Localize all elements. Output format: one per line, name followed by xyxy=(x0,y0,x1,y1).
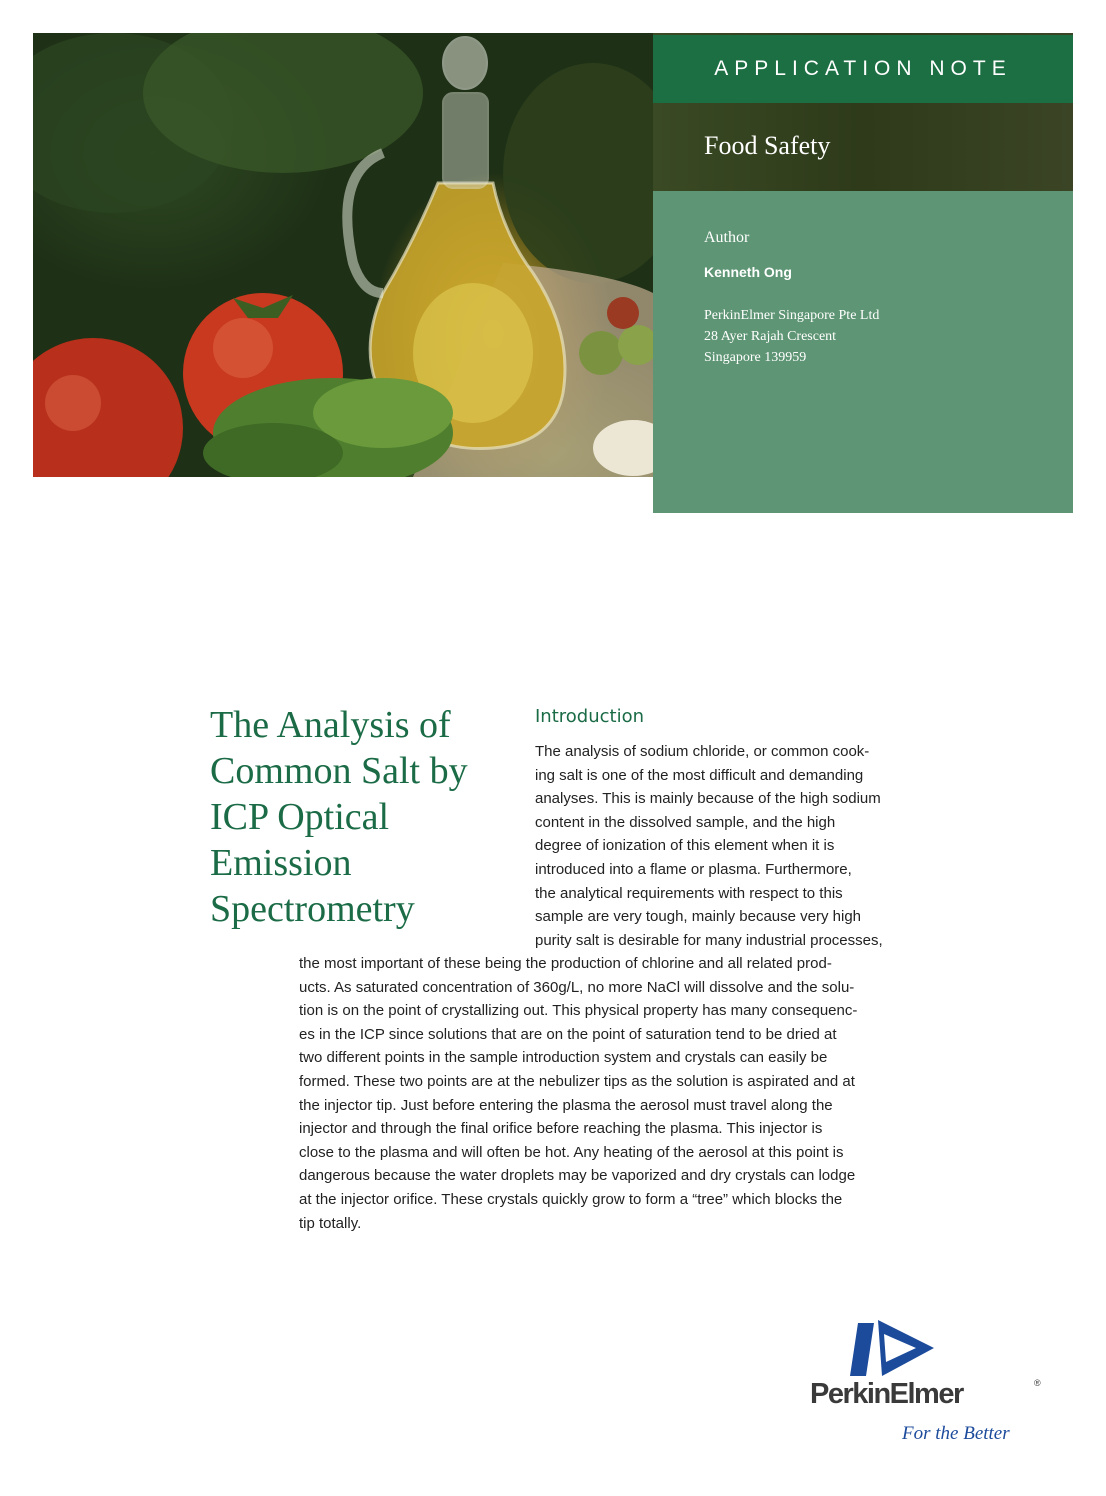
text-line: content in the dissolved sample, and the high xyxy=(535,813,836,831)
text-line: sample are very tough, mainly because very high xyxy=(535,908,862,926)
logo-wordmark: PerkinElmer xyxy=(810,1378,963,1410)
text-line: the analytical requirements with respect to this xyxy=(535,884,843,902)
title-line: Common Salt by xyxy=(210,750,468,792)
introduction-text-right xyxy=(535,740,883,952)
text-line: The analysis of sodium chloride, or common cook- xyxy=(535,743,870,760)
text-line: dangerous because the water droplets may be vaporized and dry crystals can lodge xyxy=(299,1167,856,1185)
text-line: the injector tip. Just before entering the plasma the aerosol must travel along the xyxy=(299,1096,833,1114)
text-line: degree of ionization of this element when it is xyxy=(535,837,835,855)
title-line: Spectrometry xyxy=(210,888,415,930)
hero-illustration xyxy=(33,33,653,477)
logo-tagline: For the Better xyxy=(902,1423,1010,1444)
text-line: the most important of these being the production of chlorine and all related prod- xyxy=(299,955,832,972)
text-line: tion is on the point of crystallizing out. This physical property has many consequenc- xyxy=(299,1002,858,1020)
text-line: at the injector orifice. These crystals quickly grow to form a “tree” which blocks the xyxy=(299,1190,843,1208)
text-line: purity salt is desirable for many industrial processes, xyxy=(535,931,883,949)
document-title xyxy=(210,702,510,932)
text-line: tip totally. xyxy=(299,1214,362,1232)
author-label: Author xyxy=(704,229,750,246)
affiliation-line: Singapore 139959 xyxy=(704,350,807,365)
title-line: The Analysis of xyxy=(210,704,451,746)
text-line: ucts. As saturated concentration of 360g/L, no more NaCl will dissolve and the solu- xyxy=(299,978,855,996)
text-line: analyses. This is mainly because of the high sodium xyxy=(535,790,881,808)
registered-mark: ® xyxy=(1034,1378,1041,1388)
text-line: close to the plasma and will often be hot. Any heating of the aerosol at this point is xyxy=(299,1143,844,1161)
category-label: Food Safety xyxy=(704,131,831,160)
text-line: introduced into a flame or plasma. Furthermore, xyxy=(535,860,852,878)
logo-p-mark-icon xyxy=(808,1318,1048,1378)
application-note-label: APPLICATION NOTE xyxy=(653,35,1073,103)
text-line: injector and through the final orifice before reaching the plasma. This injector is xyxy=(299,1120,823,1138)
hero-photo xyxy=(33,33,653,477)
introduction-heading: Introduction xyxy=(535,706,645,727)
affiliation-line: PerkinElmer Singapore Pte Ltd xyxy=(704,308,880,323)
perkinelmer-logo xyxy=(808,1318,1048,1458)
title-line: Emission xyxy=(210,842,352,884)
affiliation-line: 28 Ayer Rajah Crescent xyxy=(704,329,837,344)
title-line: ICP Optical xyxy=(210,796,390,838)
text-line: formed. These two points are at the nebulizer tips as the solution is aspirated and at xyxy=(299,1072,855,1090)
introduction-text-wide xyxy=(299,952,857,1235)
author-box xyxy=(653,191,1073,513)
text-line: two different points in the sample introduction system and crystals can easily be xyxy=(299,1049,828,1067)
author-name: Kenneth Ong xyxy=(704,264,792,280)
text-line: ing salt is one of the most difficult and demanding xyxy=(535,766,864,784)
author-affiliation xyxy=(704,305,879,368)
text-line: es in the ICP since solutions that are on the point of saturation tend to be dried at xyxy=(299,1025,837,1043)
